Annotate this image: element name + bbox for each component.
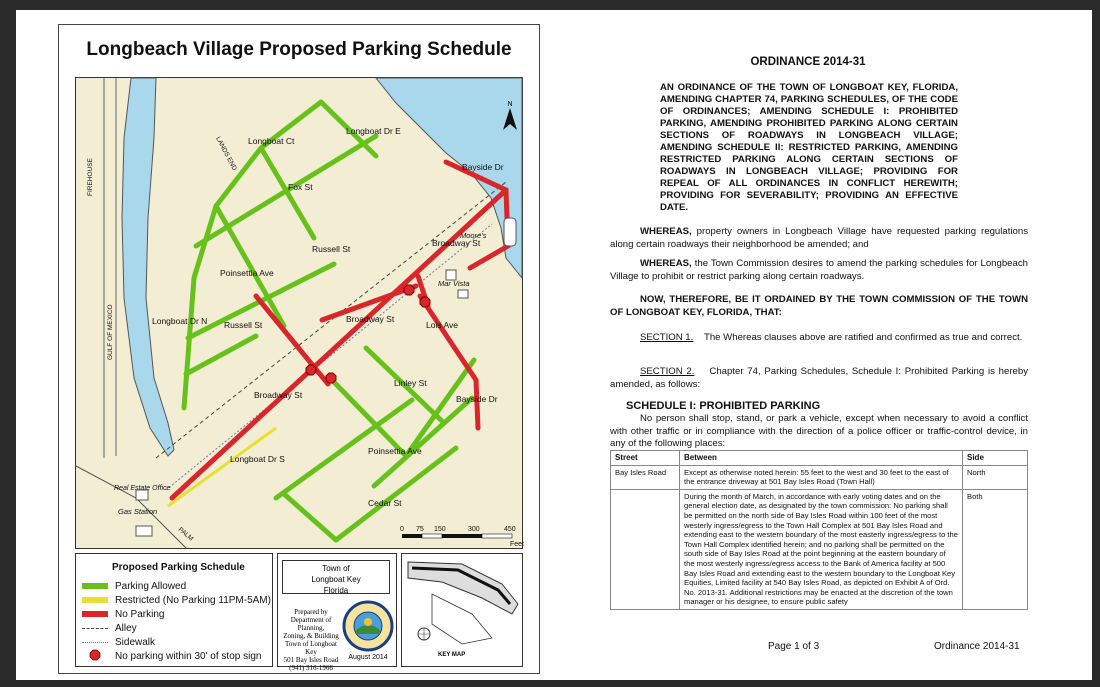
- town-name: [282, 560, 390, 594]
- map-sheet: [58, 24, 540, 674]
- label-lands-end: LANDS END: [214, 135, 238, 172]
- document-page: [16, 10, 1092, 680]
- legend-label: Alley: [115, 622, 137, 634]
- schedule-intro: No person shall stop, stand, or park a vehicle, except when necessary to avoid a conflict with other traffic or in compliance with the direction of a police officer or traffic-control device, in any of the following places:: [610, 413, 1028, 449]
- table-header-row: [611, 451, 1028, 466]
- label-russell-st: Russell St: [224, 320, 263, 330]
- scale-tick: 300: [468, 526, 480, 533]
- label-bayside-dr-top: Bayside Dr: [462, 162, 504, 172]
- town-line: Town of: [322, 564, 350, 573]
- scale-tick: 450: [504, 526, 516, 533]
- stop-sign-icon: [306, 365, 316, 375]
- ordinance-document: [598, 10, 1038, 680]
- legend-label: No Parking: [115, 608, 165, 620]
- prepared-line: Town of Longboat Key: [284, 640, 337, 656]
- stop-sign-icon: [82, 650, 108, 663]
- label-real-estate: Real Estate Office: [114, 485, 171, 492]
- label-firehouse: FIREHOUSE: [87, 158, 94, 196]
- prepared-line: (941) 316-1966: [289, 664, 333, 672]
- whereas-1: WHEREAS, property owners in Longbeach Village have requested parking regulations along certain roadways their neighborhood be amended; and: [610, 226, 1028, 250]
- legend-item: [82, 594, 271, 606]
- key-map-image: [402, 554, 522, 666]
- mar-vista-building-2: [458, 290, 468, 298]
- stop-sign-icon: [420, 297, 430, 307]
- legend-item: [82, 636, 155, 648]
- label-broadway-st-low: Broadway St: [254, 390, 303, 400]
- label-longboat-ct: Longboat Ct: [248, 136, 295, 146]
- legend-item: [82, 580, 186, 592]
- schedule-table: [610, 450, 1028, 610]
- legend-label: Sidewalk: [115, 636, 156, 648]
- stop-sign-icon: [404, 285, 414, 295]
- label-palm: PALM: [176, 526, 195, 543]
- label-poinsettia-ave-top: Poinsettia Ave: [220, 268, 274, 278]
- legend-item: [82, 650, 261, 662]
- section-2: SECTION 2. Chapter 74, Parking Schedules, Schedule I: Prohibited Parking is hereby amended, as follows:: [610, 366, 1028, 390]
- label-bayside-dr-low: Bayside Dr: [456, 394, 498, 404]
- stop-sign-icon: [326, 373, 336, 383]
- label-linley-st: Linley St: [394, 378, 427, 388]
- footer-ordinance: Ordinance 2014-31: [934, 641, 1020, 652]
- table-header: Side: [963, 451, 1028, 466]
- legend-label: Restricted (No Parking 11PM-5AM): [115, 594, 271, 606]
- map-frame: [75, 77, 523, 549]
- legend-label: Parking Allowed: [115, 580, 187, 592]
- label-longboat-dr-n: Longboat Dr N: [152, 316, 208, 326]
- label-gas-station: Gas Station: [118, 507, 158, 516]
- town-seal-icon: [342, 600, 394, 652]
- now-therefore: NOW, THEREFORE, BE IT ORDAINED BY THE TOWN COMMISSION OF THE TOWN OF LONGBOAT KEY, FLORIDA, THAT:: [610, 294, 1028, 318]
- north-label: N: [507, 101, 513, 108]
- parking-map: [76, 78, 525, 548]
- parking-allowed-swatch: [82, 583, 108, 589]
- table-header: Street: [611, 451, 680, 466]
- page-number: Page 1 of 3: [768, 641, 820, 652]
- alley-swatch: [82, 628, 108, 629]
- schedule-title: SCHEDULE I: PROHIBITED PARKING: [626, 400, 821, 412]
- table-cell: [611, 489, 680, 609]
- scale-tick: 0: [400, 526, 404, 533]
- map-date: August 2014: [348, 654, 388, 661]
- table-cell: North: [963, 465, 1028, 489]
- label-russell-st-top: Russell St: [312, 244, 351, 254]
- ordinance-title: ORDINANCE 2014-31: [750, 56, 866, 68]
- prepared-line: 501 Bay Isles Road: [283, 656, 339, 664]
- restricted-swatch: [82, 597, 108, 603]
- legend-title: Proposed Parking Schedule: [112, 562, 245, 573]
- ordinance-heading: AN ORDINANCE OF THE TOWN OF LONGBOAT KEY, FLORIDA, AMENDING CHAPTER 74, PARKING SCHEDULES, OF THE CODE OF ORDINANCES; AMENDING SCHEDULE I: PROHIBITED PARKING, AMENDING PROHIBITED PARKING ALONG CERTAIN SECTIONS OF ROADWAYS IN LONGBEACH VILLAGE; AMENDING SCHEDULE II: RESTRICTED PARKING, AMENDING RESTRICTED PARKING ALONG CERTAIN SECTIONS OF ROADWAYS IN LONGBEACH VILLAGE; PROVIDING FOR REPEAL OF ALL ORDINANCES IN CONFLICT HEREWITH; PROVIDING FOR SEVERABILITY; PROVIDING AN EFFECTIVE DATE.: [660, 82, 958, 213]
- map-legend: [75, 553, 273, 667]
- moores-building: [504, 218, 516, 246]
- whereas-2: WHEREAS, the Town Commission desires to amend the parking schedules for Longbeach Village to prohibit or restrict parking along certain roadways.: [610, 258, 1028, 282]
- prepared-line: Prepared by: [294, 608, 328, 616]
- table-cell: Bay Isles Road: [611, 465, 680, 489]
- scale-tick: 75: [416, 526, 424, 533]
- label-poinsettia-ave-low: Poinsettia Ave: [368, 446, 422, 456]
- label-broadway-st-top: Broadway St: [432, 238, 481, 248]
- table-row: [611, 489, 1028, 609]
- sidewalk-swatch: [82, 642, 108, 643]
- key-map-label: KEY MAP: [438, 652, 466, 658]
- label-broadway-st-mid: Broadway St: [346, 314, 395, 324]
- legend-item: [82, 608, 164, 620]
- label-gulf: GULF OF MEXICO: [107, 304, 114, 360]
- gas-station-building: [136, 526, 152, 536]
- town-line: Longboat Key: [311, 575, 361, 584]
- table-cell: During the month of March, in accordance with early voting dates and on the general election date, as designated by the town commission: No parking shall be permitted on the north side of Bay Isles Road within 100 feet of the most westerly ingress/egress to the Town Hall Complex at 501 Bay Isles Road and extending east to the western boundary of the most easterly ingress/egress to the Town Hall Complex identified herein; and no parking shall be permitted on the south side of Bay Isles Road at the point beginning at the eastern boundary of the most westerly ingress/egress access to the Bank of America facility at 500 Bay Isles Road and extending east to the western boundary to the Longboat Key Equities, Limited facility at 540 Bay Isles Road, as depicted on Exhibit A of Ord. No. 2013-31. Additional restrictions may be enacted at the discretion of the town manager or his designee, to ensure public safety: [680, 489, 963, 609]
- no-parking-swatch: [82, 611, 108, 617]
- table-cell: Except as otherwise noted herein: 55 feet to the west and 30 feet to the east of the entrance driveway at 501 Bay Isles Road (Town Hall): [680, 465, 963, 489]
- label-longboat-dr-e: Longboat Dr E: [346, 126, 401, 136]
- label-lois-ave: Lois Ave: [426, 320, 458, 330]
- prepared-line: Department of Planning,: [290, 616, 332, 632]
- table-row: [611, 465, 1028, 489]
- table-header: Between: [680, 451, 963, 466]
- legend-label: No parking within 30' of stop sign: [115, 650, 262, 662]
- label-mar-vista: Mar Vista: [438, 279, 470, 288]
- scale-tick: 150: [434, 526, 446, 533]
- label-cedar-st: Cedar St: [368, 498, 402, 508]
- table-cell: Both: [963, 489, 1028, 609]
- label-moores: Moore's: [460, 231, 487, 240]
- legend-item: [82, 622, 137, 634]
- town-info-box: [277, 553, 397, 672]
- map-title: Longbeach Village Proposed Parking Schedule: [86, 39, 512, 60]
- prepared-by: [280, 608, 342, 672]
- section-1: SECTION 1. The Whereas clauses above are ratified and confirmed as true and correct.: [640, 332, 1023, 343]
- prepared-line: Zoning, & Building: [283, 632, 339, 640]
- label-longboat-dr-s: Longboat Dr S: [230, 454, 285, 464]
- town-line: Florida: [323, 586, 349, 595]
- key-map: [401, 553, 523, 667]
- scale-unit: Feet: [510, 541, 525, 548]
- label-fox-st: Fox St: [288, 182, 313, 192]
